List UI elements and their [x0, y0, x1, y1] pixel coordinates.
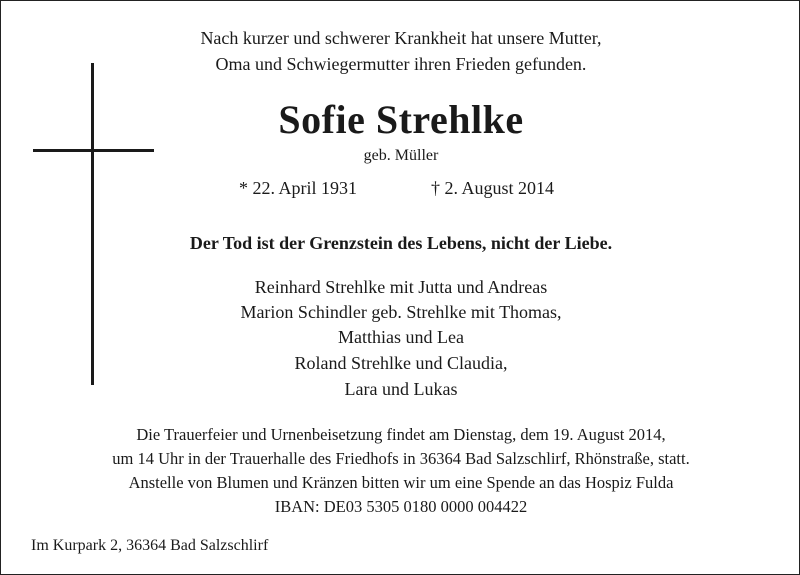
info-line-1: Die Trauerfeier und Urnenbeisetzung findet am Dienstag, dem 19. August 2014, [136, 425, 666, 444]
info-line-2: um 14 Uhr in der Trauerhalle des Friedhofs in 36364 Bad Salzschlirf, Rhönstraße, statt. [112, 449, 690, 468]
family-line-5: Lara und Lukas [344, 379, 458, 399]
death-date: † 2. August 2014 [431, 178, 555, 198]
quote: Der Tod ist der Grenzstein des Lebens, nicht der Liebe. [189, 233, 613, 253]
family-line-2: Marion Schindler geb. Strehlke mit Thomas, [240, 302, 562, 322]
family-line-1: Reinhard Strehlke mit Jutta und Andreas [254, 277, 548, 297]
info-line-4: IBAN: DE03 5305 0180 0000 004422 [274, 497, 528, 516]
maiden-name: geb. Müller [363, 147, 439, 164]
address: Im Kurpark 2, 36364 Bad Salzschlirf [31, 537, 269, 554]
family-line-4: Roland Strehlke und Claudia, [294, 353, 508, 373]
intro-line-2: Oma und Schwiegermutter ihren Frieden gefunden. [215, 54, 587, 74]
birth-date: * 22. April 1931 [239, 178, 358, 198]
family-line-3: Matthias und Lea [338, 327, 464, 347]
info-line-3: Anstelle von Blumen und Kränzen bitten wir um eine Spende an das Hospiz Fulda [128, 473, 674, 492]
deceased-name: Sofie Strehlke [278, 97, 524, 142]
intro-line-1: Nach kurzer und schwerer Krankheit hat unsere Mutter, [200, 28, 602, 48]
